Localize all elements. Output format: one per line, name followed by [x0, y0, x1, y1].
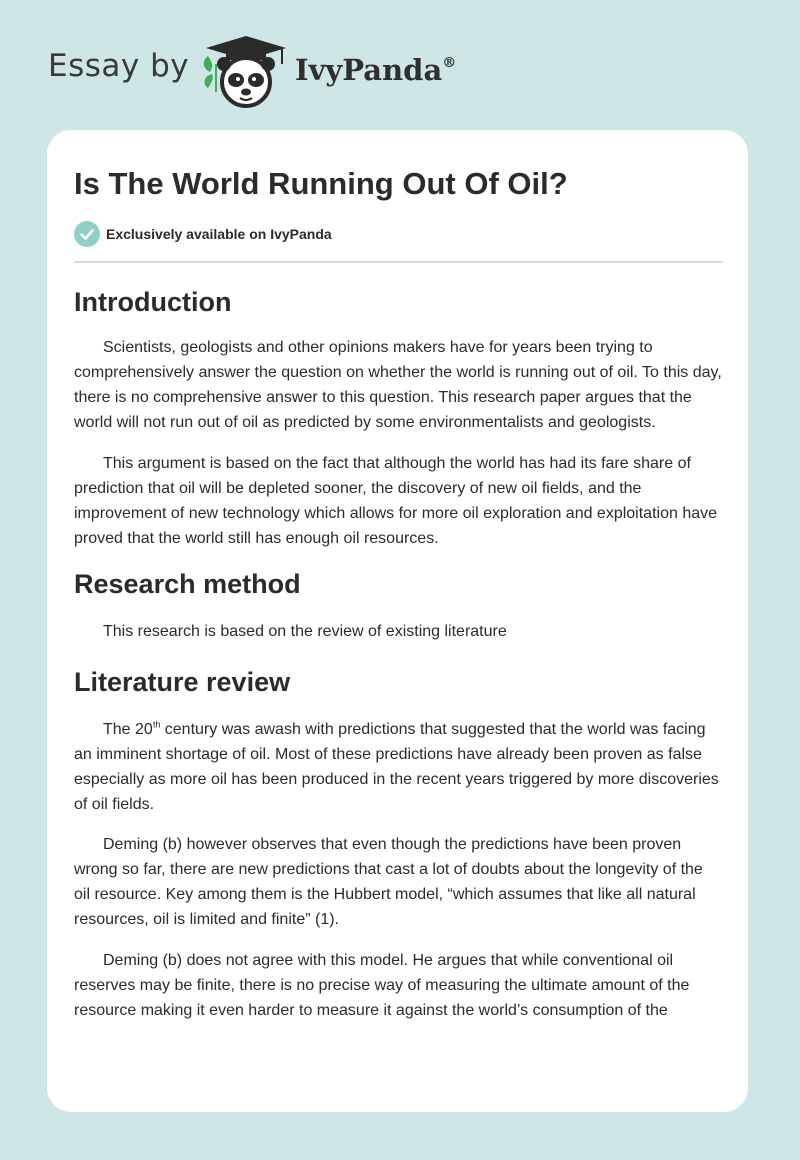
- panda-graduate-logo-icon[interactable]: [200, 34, 292, 110]
- essay-body: [74, 280, 723, 1023]
- paragraph: Deming (b) however observes that even though the predictions have been proven wrong so far, there are new predictions that cast a lot of doubts about the longevity of the oil resource. Key among them is the Hubbert model, “which assumes that like all natural resources, oil is limited and finite” (1).: [74, 836, 703, 929]
- paragraph: Scientists, geologists and other opinions makers have for years been trying to comprehensively answer the question on whether the world is running out of oil. To this day, there is no comprehensive answer to this question. This research paper argues that the world will not run out of oil as predicted by some environmentalists and geologists.: [74, 339, 722, 432]
- essay-by-label: Essay by: [48, 48, 190, 84]
- section-heading-literature-review: Literature review: [74, 666, 291, 697]
- paragraph: This argument is based on the fact that although the world has had its fare share of prediction that oil will be depleted sooner, the discovery of new oil fields, and the improvement of new technology which allows for more oil exploration and exploitation have proved that the world still has enough oil resources.: [74, 455, 718, 548]
- site-header: [0, 0, 800, 130]
- paragraph: Deming (b) does not agree with this model. He argues that while conventional oil reserves may be finite, there is no precise way of measuring the ultimate amount of the resource making it even harder to measure it against the world’s consumption of the: [74, 952, 690, 1020]
- title-divider: [74, 261, 723, 263]
- section-heading-introduction: Introduction: [74, 287, 232, 317]
- essay-card: [47, 130, 748, 1112]
- section-heading-research-method: Research method: [74, 569, 301, 600]
- exclusive-badge: [74, 221, 332, 247]
- page-title: Is The World Running Out Of Oil?: [74, 166, 568, 201]
- brand-name[interactable]: IvyPanda®: [295, 53, 457, 87]
- exclusive-badge-label: Exclusively available on IvyPanda: [106, 226, 332, 242]
- paragraph: The 20th century was awash with predictions that suggested that the world was facing an imminent shortage of oil. Most of these predictions have already been proven as false especially as more oil has been produced in the recent years triggered by more discoveries of oil fields.: [74, 719, 719, 814]
- paragraph: This research is based on the review of existing literature: [103, 622, 507, 640]
- check-circle-icon: [74, 221, 100, 247]
